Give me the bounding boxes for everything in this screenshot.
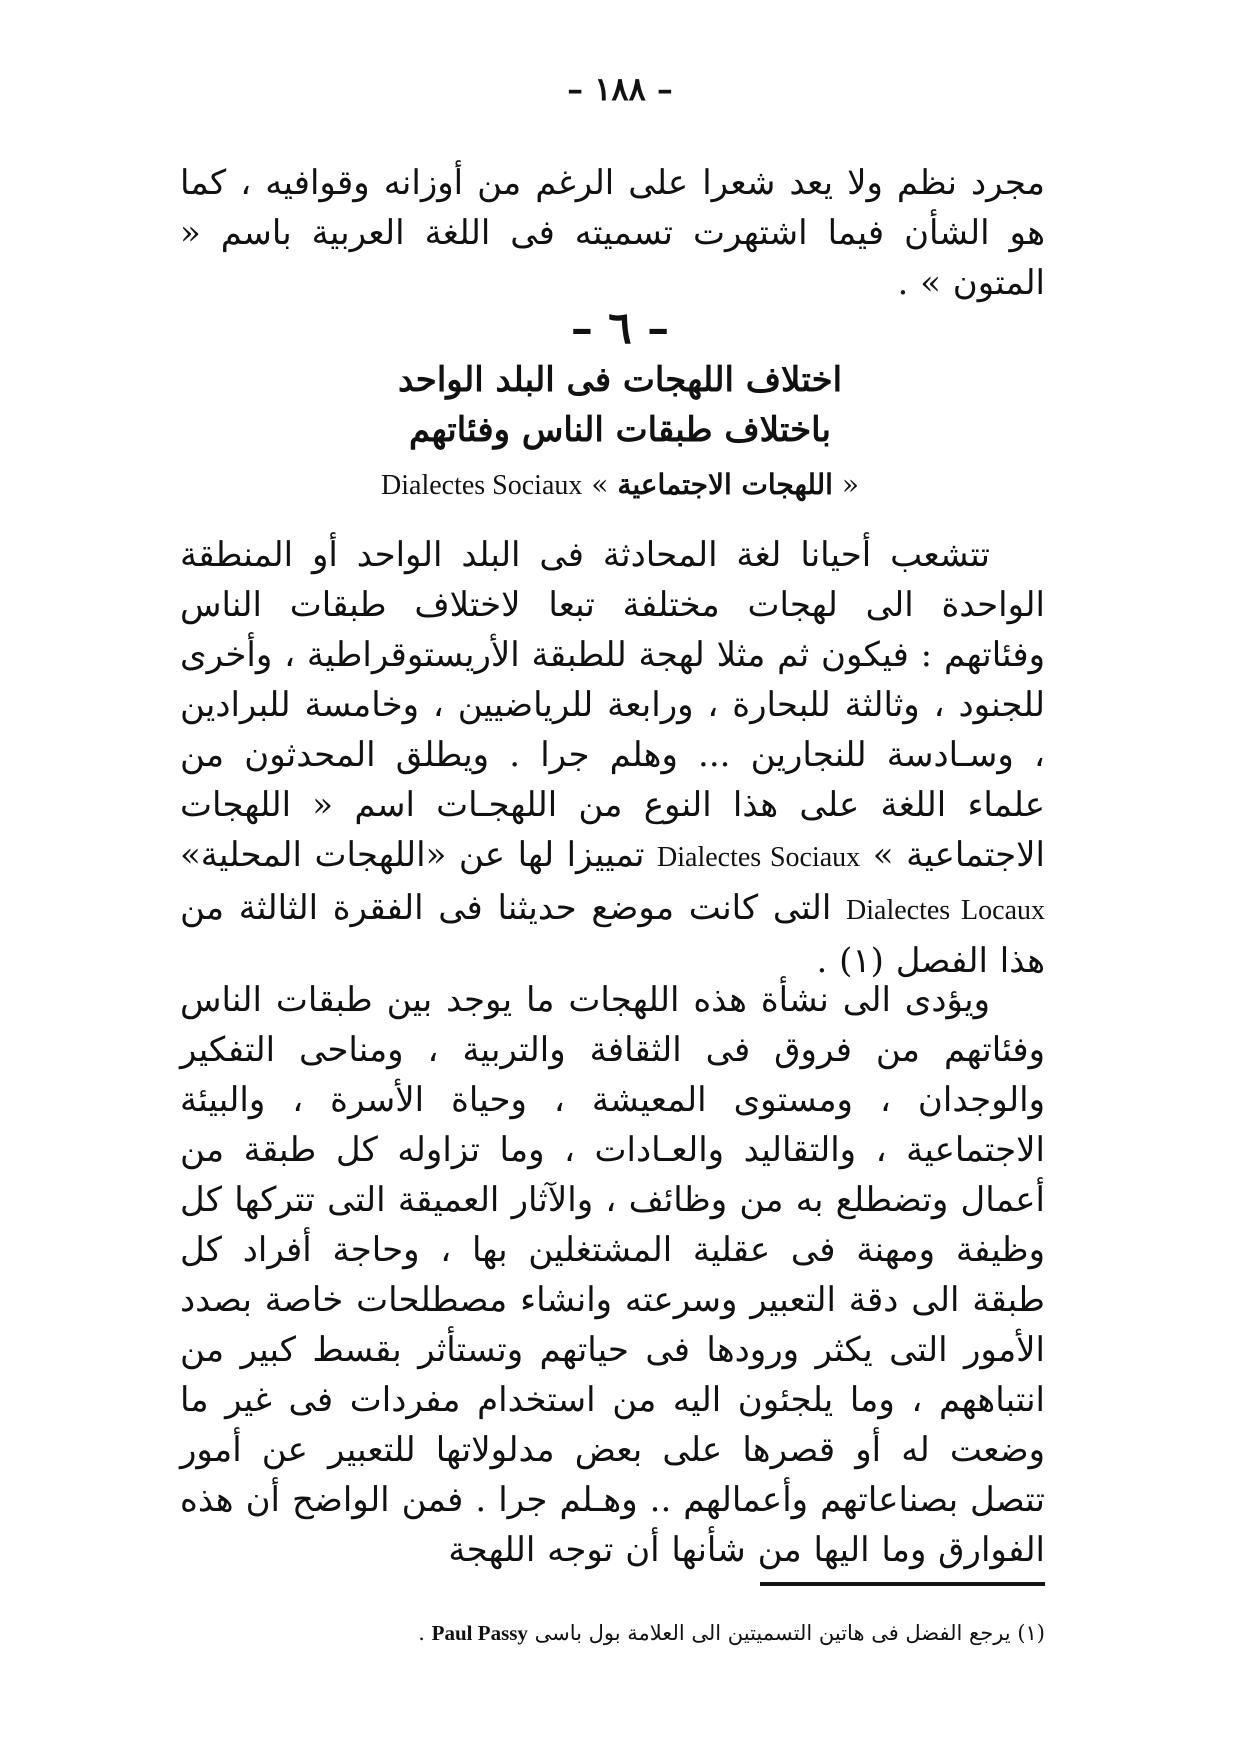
section-title-line-1: اختلاف اللهجات فى البلد الواحد (397, 360, 843, 400)
subtitle-close-quote: » (591, 468, 609, 501)
paragraph-1-part-c: التى كانت موضع حديثنا فى الفقرة الثالثة من هذا الفصل (١) . (180, 888, 1045, 981)
subtitle-latin: Dialectes Sociaux (381, 470, 583, 501)
paragraph-1-latin-b: Dialectes Locaux (846, 895, 1046, 926)
section-subtitle (0, 468, 1240, 502)
page-number: – ١٨٨ – (567, 70, 673, 108)
footnote (225, 1618, 1045, 1648)
subtitle-arabic: اللهجات الاجتماعية (617, 468, 833, 501)
paragraph-2: ويؤدى الى نشأة هذه اللهجات ما يوجد بين طبقات الناس وفئاتهم من فروق فى الثقافة والتربية ، ومناحى التفكير والوجدان ، ومستوى المعيشة ، وحياة الأسرة ، والبيئة الاجتماعية ، والتقاليد والعـادات ، وما تزاوله كل طبقة من أعمال وتضطلع به من وظائف ، والآثار العميقة التى تتركها كل وظيفة ومهنة فى عقلية المشتغلين بها ، وحاجة أفراد كل طبقة الى دقة التعبير وسرعته وانشاء مصطلحات خاصة بصدد الأمور التى يكثر ورودها فى حياتهم وتستأثر بقسط كبير من انتباههم ، وما يلجئون اليه من استخدام مفردات فى غير ما وضعت له أو قصرها على بعض مدلولاتها للتعبير عن أمور تتصل بصناعاتهم وأعمالهم .. وهـلم جرا . فمن الواضح أن هذه الفوارق وما اليها من شأنها أن توجه اللهجة (180, 980, 1045, 1570)
footnote-divider (760, 1582, 1045, 1586)
footnote-end: . (418, 1621, 425, 1645)
footnote-text: (١) يرجع الفضل فى هاتين التسميتين الى العلامة بول باسى (534, 1621, 1045, 1645)
subtitle-open-quote: « (841, 468, 859, 501)
paragraph-1-latin-a: Dialectes Sociaux (657, 842, 861, 873)
section-title-line-2: باختلاف طبقات الناس وفئاتهم (408, 410, 831, 450)
footnote-latin: Paul Passy (431, 1621, 528, 1645)
paragraph-1-part-a: تتشعب أحيانا لغة المحادثة فى البلد الواحد أو المنطقة الواحدة الى لهجات مختلفة تبعا لاختلاف طبقات الناس وفئاتهم : فيكون ثم مثلا لهجة للطبقة الأريستوقراطية ، وأخرى للجنود ، وثالثة للبحارة ، ورابعة للرياضيين ، وخامسة للبرادين ، وسـادسة للنجارين ... وهلم جرا . ويطلق المحدثون من علماء اللغة على هذا النوع من اللهجـات اسم « اللهجات الاجتماعية » (180, 535, 1046, 875)
paragraph-1 (180, 530, 1045, 986)
intro-paragraph: مجرد نظم ولا يعد شعرا على الرغم من أوزانه وقوافيه ، كما هو الشأن فيما اشتهرت تسميته فى اللغة العربية باسم « المتون » . (180, 163, 1046, 303)
paragraph-1-part-b: تمييزا لها عن «اللهجات المحلية» (180, 835, 645, 875)
section-number: – ٦ – (570, 303, 670, 354)
